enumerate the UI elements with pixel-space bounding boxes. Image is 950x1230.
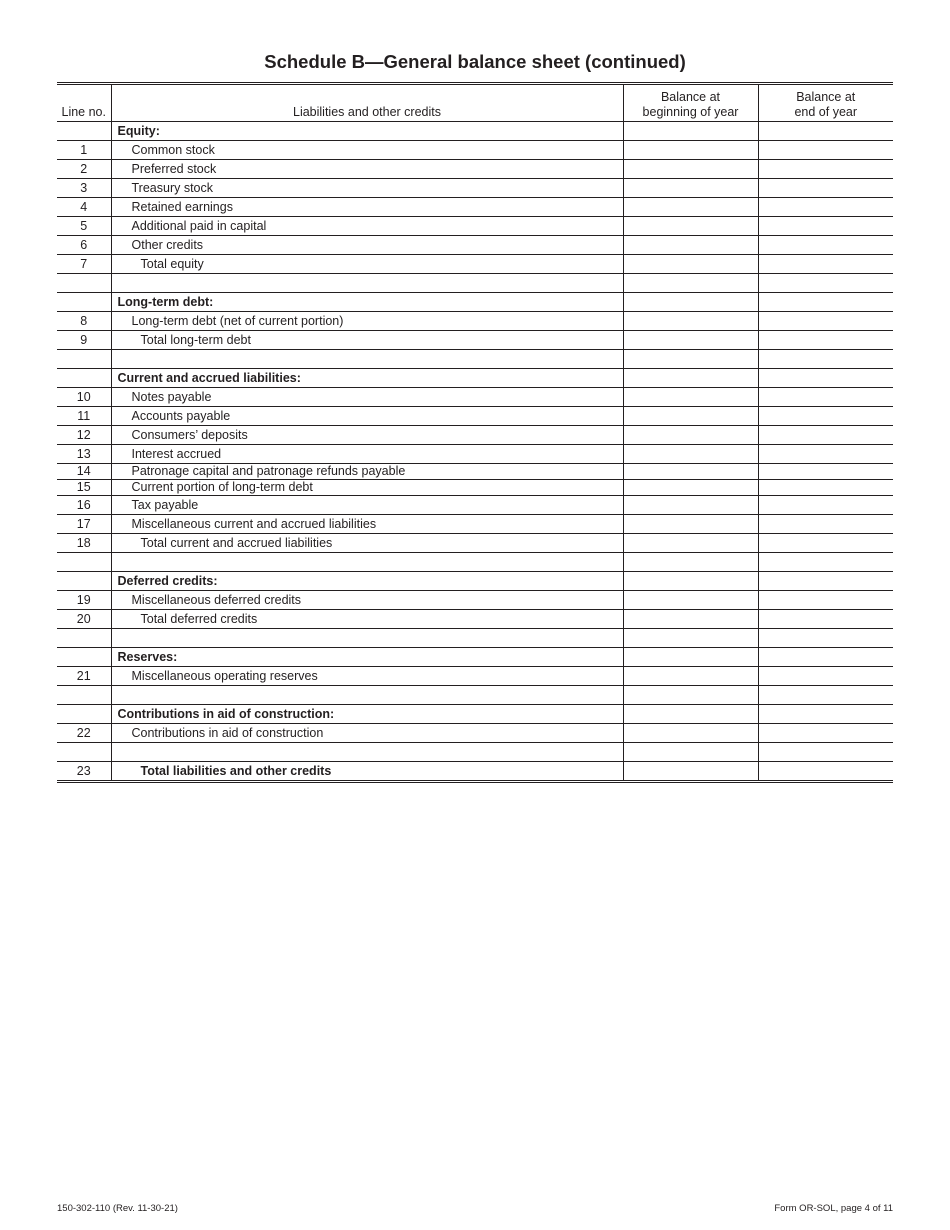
liabilities-table — [57, 85, 893, 783]
spacer-label-cell — [111, 274, 623, 293]
end-balance-cell[interactable] — [758, 312, 893, 331]
line-number: 18 — [57, 534, 111, 553]
beginning-balance-cell[interactable] — [623, 293, 758, 312]
line-number: 12 — [57, 426, 111, 445]
end-balance-cell[interactable] — [758, 534, 893, 553]
spacer-beginning-cell — [623, 350, 758, 369]
line-number — [57, 122, 111, 141]
line-number: 8 — [57, 312, 111, 331]
beginning-header-line-2: beginning of year — [642, 105, 739, 119]
spacer-end-cell — [758, 553, 893, 572]
line-label: Accounts payable — [111, 407, 623, 426]
beginning-balance-cell[interactable] — [623, 141, 758, 160]
line-number: 3 — [57, 179, 111, 198]
spacer-label-cell — [111, 553, 623, 572]
end-balance-header — [758, 85, 893, 122]
line-label: Current portion of long-term debt — [111, 480, 623, 496]
spacer-label-cell — [111, 350, 623, 369]
line-number: 14 — [57, 464, 111, 480]
line-label: Miscellaneous current and accrued liabilities — [111, 515, 623, 534]
beginning-balance-cell[interactable] — [623, 464, 758, 480]
line-label: Contributions in aid of construction — [111, 724, 623, 743]
end-balance-cell[interactable] — [758, 667, 893, 686]
spacer-beginning-cell — [623, 553, 758, 572]
beginning-balance-cell[interactable] — [623, 648, 758, 667]
end-balance-cell[interactable] — [758, 369, 893, 388]
line-number — [57, 369, 111, 388]
section-heading-deferred-credits: Deferred credits: — [111, 572, 623, 591]
end-balance-cell[interactable] — [758, 591, 893, 610]
form-revision-number: 150-302-110 (Rev. 11-30-21) — [57, 1203, 178, 1214]
spacer-line-cell — [57, 686, 111, 705]
beginning-balance-cell[interactable] — [623, 369, 758, 388]
beginning-balance-cell[interactable] — [623, 217, 758, 236]
line-number: 19 — [57, 591, 111, 610]
grand-total-label: Total liabilities and other credits — [111, 762, 623, 782]
spacer-line-cell — [57, 274, 111, 293]
spacer-line-cell — [57, 743, 111, 762]
line-no-header: Line no. — [57, 85, 111, 122]
total-label: Total equity — [111, 255, 623, 274]
end-balance-cell[interactable] — [758, 762, 893, 782]
line-number: 20 — [57, 610, 111, 629]
end-balance-cell[interactable] — [758, 122, 893, 141]
spacer-line-cell — [57, 350, 111, 369]
line-number — [57, 572, 111, 591]
end-balance-cell[interactable] — [758, 236, 893, 255]
spacer-label-cell — [111, 743, 623, 762]
beginning-balance-cell[interactable] — [623, 480, 758, 496]
line-label: Tax payable — [111, 496, 623, 515]
beginning-balance-cell[interactable] — [623, 179, 758, 198]
beginning-balance-cell[interactable] — [623, 762, 758, 782]
page-title: Schedule B—General balance sheet (continued) — [264, 51, 686, 72]
end-balance-cell[interactable] — [758, 445, 893, 464]
beginning-balance-cell[interactable] — [623, 160, 758, 179]
beginning-balance-cell[interactable] — [623, 572, 758, 591]
beginning-balance-cell[interactable] — [623, 445, 758, 464]
table-header-row — [57, 85, 893, 122]
line-number: 11 — [57, 407, 111, 426]
end-balance-cell[interactable] — [758, 160, 893, 179]
line-number: 16 — [57, 496, 111, 515]
spacer-beginning-cell — [623, 274, 758, 293]
section-heading-current-liabilities: Current and accrued liabilities: — [111, 369, 623, 388]
end-balance-cell[interactable] — [758, 255, 893, 274]
beginning-balance-cell[interactable] — [623, 705, 758, 724]
total-label: Total long-term debt — [111, 331, 623, 350]
beginning-balance-cell[interactable] — [623, 312, 758, 331]
line-label: Notes payable — [111, 388, 623, 407]
line-label: Long-term debt (net of current portion) — [111, 312, 623, 331]
line-label: Treasury stock — [111, 179, 623, 198]
line-number: 7 — [57, 255, 111, 274]
line-number — [57, 648, 111, 667]
end-balance-cell[interactable] — [758, 293, 893, 312]
spacer-end-cell — [758, 629, 893, 648]
line-label: Additional paid in capital — [111, 217, 623, 236]
spacer-end-cell — [758, 686, 893, 705]
end-balance-cell[interactable] — [758, 496, 893, 515]
end-balance-cell[interactable] — [758, 705, 893, 724]
beginning-balance-header — [623, 85, 758, 122]
line-label: Miscellaneous operating reserves — [111, 667, 623, 686]
beginning-balance-cell[interactable] — [623, 198, 758, 217]
spacer-end-cell — [758, 743, 893, 762]
beginning-balance-cell[interactable] — [623, 591, 758, 610]
end-balance-cell[interactable] — [758, 464, 893, 480]
beginning-balance-cell[interactable] — [623, 388, 758, 407]
end-balance-cell[interactable] — [758, 198, 893, 217]
line-number: 5 — [57, 217, 111, 236]
line-label: Other credits — [111, 236, 623, 255]
beginning-balance-cell[interactable] — [623, 236, 758, 255]
end-balance-cell[interactable] — [758, 141, 893, 160]
line-label: Patronage capital and patronage refunds payable — [111, 464, 623, 480]
description-header: Liabilities and other credits — [111, 85, 623, 122]
line-number: 2 — [57, 160, 111, 179]
spacer-end-cell — [758, 274, 893, 293]
total-label: Total current and accrued liabilities — [111, 534, 623, 553]
line-label: Retained earnings — [111, 198, 623, 217]
line-number: 6 — [57, 236, 111, 255]
line-number: 9 — [57, 331, 111, 350]
balance-sheet — [57, 82, 893, 783]
line-number: 1 — [57, 141, 111, 160]
end-balance-cell[interactable] — [758, 515, 893, 534]
end-balance-cell[interactable] — [758, 724, 893, 743]
beginning-balance-cell[interactable] — [623, 255, 758, 274]
page-number: Form OR-SOL, page 4 of 11 — [774, 1203, 893, 1214]
spacer-line-cell — [57, 629, 111, 648]
line-label: Preferred stock — [111, 160, 623, 179]
line-number: 17 — [57, 515, 111, 534]
spacer-label-cell — [111, 686, 623, 705]
line-number — [57, 705, 111, 724]
line-number: 10 — [57, 388, 111, 407]
spacer-beginning-cell — [623, 629, 758, 648]
beginning-balance-cell[interactable] — [623, 534, 758, 553]
line-number: 23 — [57, 762, 111, 782]
end-balance-cell[interactable] — [758, 388, 893, 407]
section-heading-contributions: Contributions in aid of construction: — [111, 705, 623, 724]
end-balance-cell[interactable] — [758, 407, 893, 426]
beginning-balance-cell[interactable] — [623, 331, 758, 350]
beginning-balance-cell[interactable] — [623, 407, 758, 426]
line-label: Common stock — [111, 141, 623, 160]
line-label: Consumers’ deposits — [111, 426, 623, 445]
end-balance-cell[interactable] — [758, 331, 893, 350]
line-number: 21 — [57, 667, 111, 686]
end-balance-cell[interactable] — [758, 610, 893, 629]
end-balance-cell[interactable] — [758, 426, 893, 445]
line-number: 4 — [57, 198, 111, 217]
spacer-label-cell — [111, 629, 623, 648]
line-label: Interest accrued — [111, 445, 623, 464]
spacer-end-cell — [758, 350, 893, 369]
beginning-balance-cell[interactable] — [623, 122, 758, 141]
line-number — [57, 293, 111, 312]
end-header-line-1: Balance at — [796, 90, 856, 104]
spacer-beginning-cell — [623, 743, 758, 762]
total-label: Total deferred credits — [111, 610, 623, 629]
line-number: 22 — [57, 724, 111, 743]
beginning-header-line-1: Balance at — [660, 90, 721, 104]
line-label: Miscellaneous deferred credits — [111, 591, 623, 610]
beginning-balance-cell[interactable] — [623, 426, 758, 445]
section-heading-reserves: Reserves: — [111, 648, 623, 667]
end-balance-cell[interactable] — [758, 480, 893, 496]
end-balance-cell[interactable] — [758, 217, 893, 236]
end-header-line-2: end of year — [794, 105, 858, 119]
end-balance-cell[interactable] — [758, 179, 893, 198]
line-number: 15 — [57, 480, 111, 496]
section-heading-equity: Equity: — [111, 122, 623, 141]
beginning-balance-cell[interactable] — [623, 496, 758, 515]
section-heading-long-term-debt: Long-term debt: — [111, 293, 623, 312]
line-number: 13 — [57, 445, 111, 464]
end-balance-cell[interactable] — [758, 648, 893, 667]
beginning-balance-cell[interactable] — [623, 610, 758, 629]
end-balance-cell[interactable] — [758, 572, 893, 591]
spacer-beginning-cell — [623, 686, 758, 705]
spacer-line-cell — [57, 553, 111, 572]
beginning-balance-cell[interactable] — [623, 667, 758, 686]
beginning-balance-cell[interactable] — [623, 515, 758, 534]
beginning-balance-cell[interactable] — [623, 724, 758, 743]
